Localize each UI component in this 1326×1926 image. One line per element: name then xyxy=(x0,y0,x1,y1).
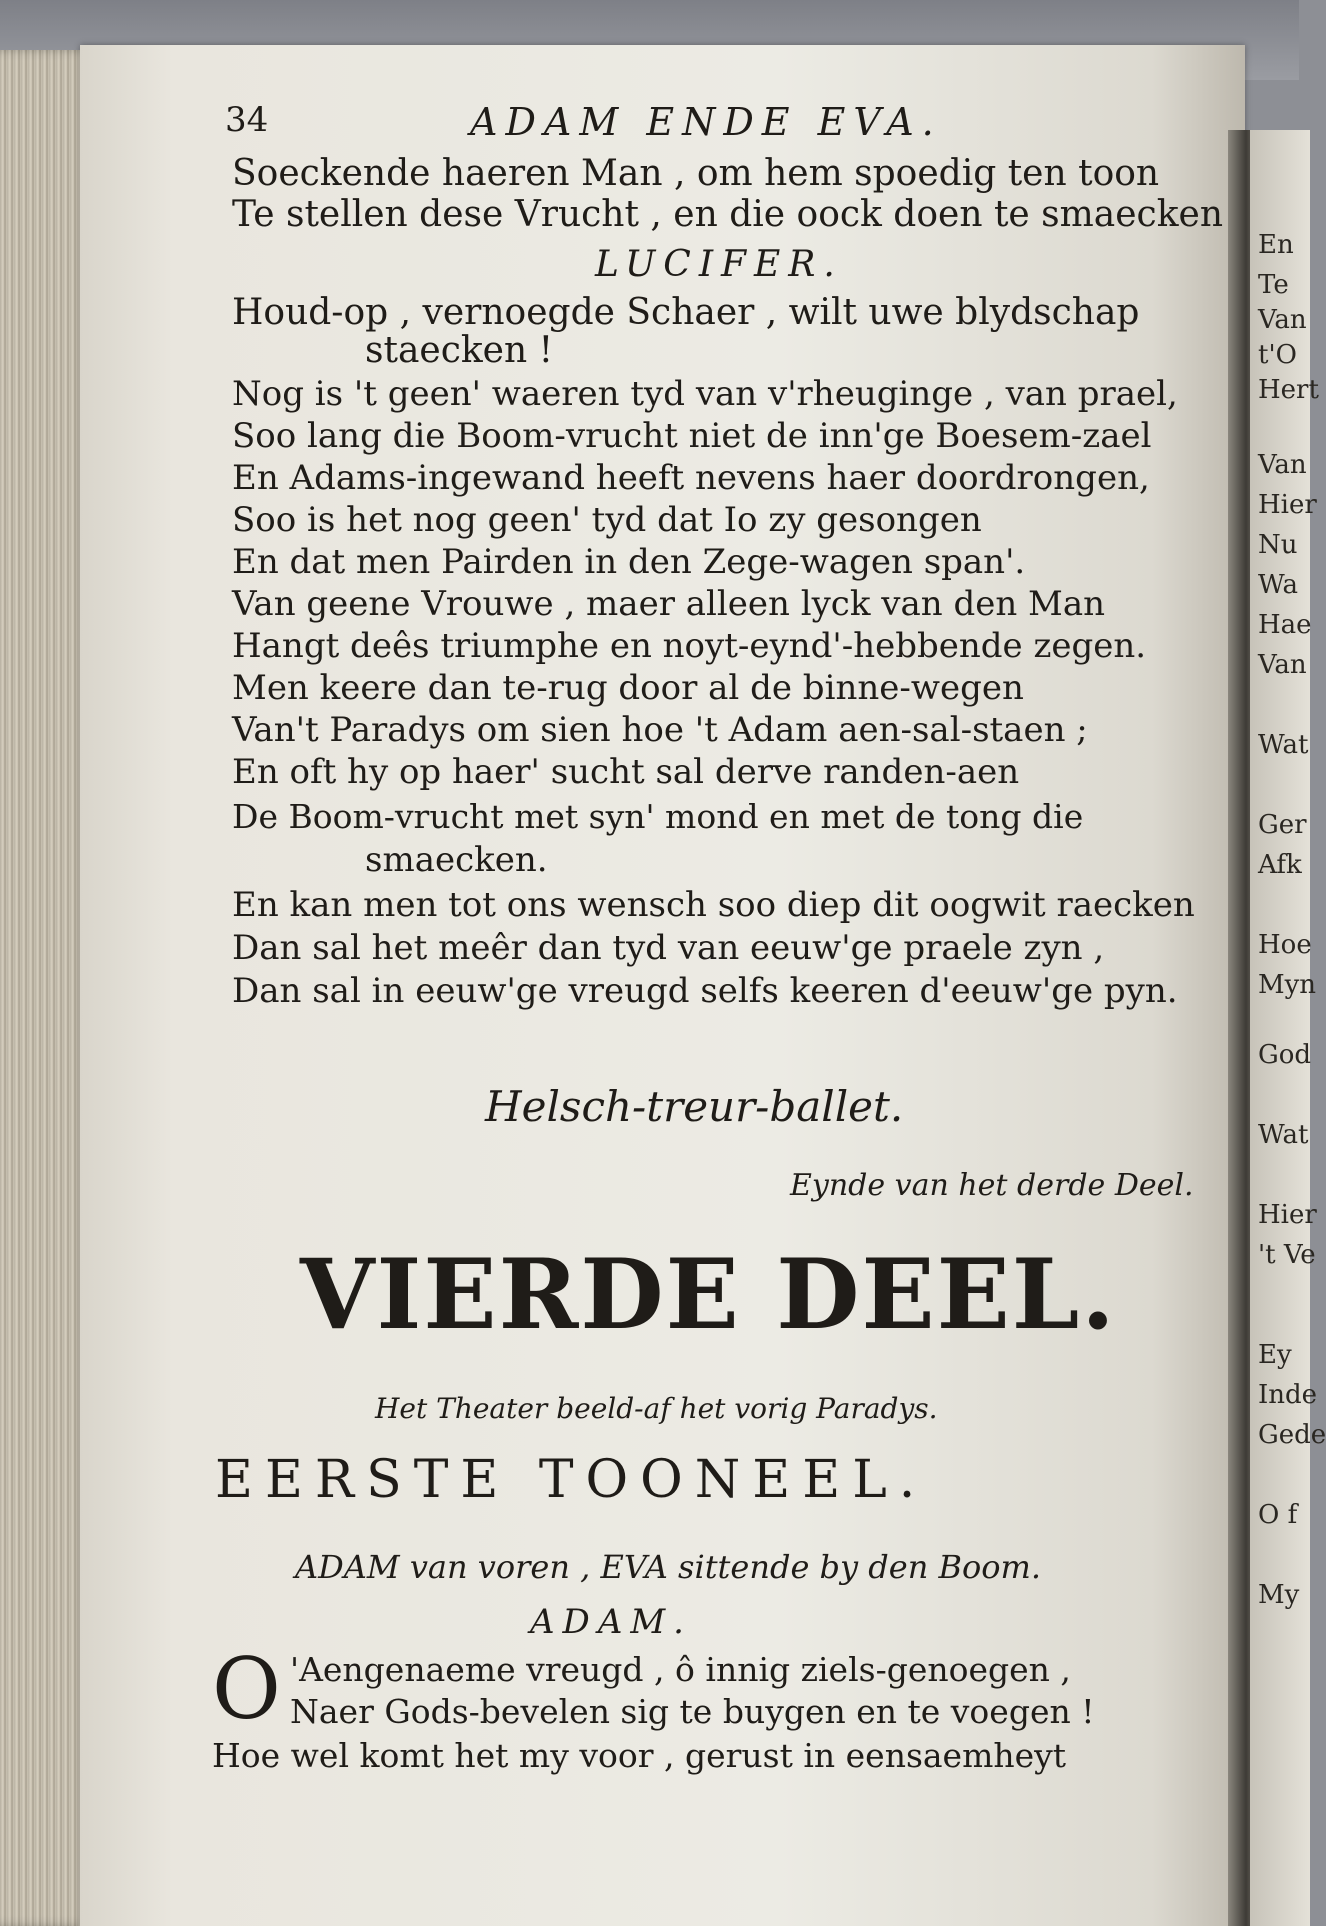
end-note: Eynde van het derde Deel. xyxy=(790,1168,1194,1203)
facing-page-fragment: My xyxy=(1258,1580,1300,1610)
facing-page-fragment: Afk xyxy=(1258,850,1302,880)
facing-page-fragment: En xyxy=(1258,230,1294,260)
facing-page-fragment: Ger xyxy=(1258,810,1307,840)
stage-note: Het Theater beeld-af het vorig Paradys. xyxy=(375,1392,938,1425)
text-line: Houd-op , vernoegde Schaer , wilt uwe blydschap xyxy=(232,292,1140,333)
text-line: Hoe wel komt het my voor , gerust in eensaemheyt xyxy=(212,1736,1067,1775)
text-line: En dat men Pairden in den Zege-wagen span'. xyxy=(232,542,1026,582)
text-line: En oft hy op haer' sucht sal derve randen-aen xyxy=(232,752,1020,792)
facing-page-fragment: 't Ve xyxy=(1258,1240,1316,1270)
text-line: De Boom-vrucht met syn' mond en met de tong die xyxy=(232,797,1084,836)
text-line: Soo is het nog geen' tyd dat Io zy gesongen xyxy=(232,500,982,540)
text-line: Hangt deês triumphe en noyt-eynd'-hebbende zegen. xyxy=(232,626,1147,666)
text-line: Van't Paradys om sien hoe 't Adam aen-sal-staen ; xyxy=(232,710,1088,750)
facing-page-fragment: Wat xyxy=(1258,1120,1309,1150)
text-line: Soeckende haeren Man , om hem spoedig ten toon xyxy=(232,153,1160,194)
facing-page-fragment: O f xyxy=(1258,1500,1298,1530)
ballet-title: Helsch-treur-ballet. xyxy=(485,1082,904,1131)
text-line: Dan sal het meêr dan tyd van eeuw'ge praele zyn , xyxy=(232,928,1105,968)
facing-page-fragment: Hier xyxy=(1258,490,1317,520)
facing-page-fragment: Wat xyxy=(1258,730,1309,760)
drop-cap: O xyxy=(212,1640,281,1738)
facing-page-fragment: Gede xyxy=(1258,1420,1326,1450)
facing-page-fragment: Te xyxy=(1258,270,1289,300)
facing-page-fragment: Hae xyxy=(1258,610,1312,640)
facing-page-fragment: Van xyxy=(1258,305,1307,335)
text-line: En Adams-ingewand heeft nevens haer doordrongen, xyxy=(232,458,1150,498)
text-line: smaecken. xyxy=(365,840,548,880)
text-line: Soo lang die Boom-vrucht niet de inn'ge Boesem-zael xyxy=(232,416,1152,456)
facing-page-fragment: Myn xyxy=(1258,970,1317,1000)
facing-page-fragment: Hier xyxy=(1258,1200,1317,1230)
page-number: 34 xyxy=(225,100,269,140)
facing-page-fragment: Van xyxy=(1258,450,1307,480)
facing-page-fragment: Hoe xyxy=(1258,930,1312,960)
facing-page-fragment: Van xyxy=(1258,650,1307,680)
facing-page-fragment: Hert xyxy=(1258,375,1319,405)
running-title: ADAM ENDE EVA. xyxy=(470,100,942,144)
facing-page-fragment: God xyxy=(1258,1040,1312,1070)
speaker-name: ADAM. xyxy=(530,1602,692,1642)
text-line: Naer Gods-bevelen sig te buygen en te voegen ! xyxy=(290,1692,1095,1731)
facing-page-fragment: Inde xyxy=(1258,1380,1318,1410)
part-title: VIERDE DEEL. xyxy=(300,1238,1117,1351)
facing-page-fragment: Nu xyxy=(1258,530,1298,560)
text-line: Dan sal in eeuw'ge vreugd selfs keeren d'eeuw'ge pyn. xyxy=(232,971,1178,1011)
scene-cast: ADAM van voren , EVA sittende by den Boom. xyxy=(295,1548,1042,1586)
text-line: Nog is 't geen' waeren tyd van v'rheuginge , van prael, xyxy=(232,374,1178,414)
text-line: 'Aengenaeme vreugd , ô innig ziels-genoegen , xyxy=(290,1650,1071,1689)
scene-title: EERSTE TOONEEL. xyxy=(215,1450,928,1510)
facing-page-fragment: Ey xyxy=(1258,1340,1292,1370)
text-line: Men keere dan te-rug door al de binne-wegen xyxy=(232,668,1024,708)
speaker-name: LUCIFER. xyxy=(595,244,843,285)
text-line: staecken ! xyxy=(365,330,554,371)
text-line: En kan men tot ons wensch soo diep dit oogwit raecken xyxy=(232,885,1195,925)
facing-page-fragment: t'O xyxy=(1258,340,1297,370)
text-line: Van geene Vrouwe , maer alleen lyck van den Man xyxy=(232,584,1106,624)
facing-page-fragment: Wa xyxy=(1258,570,1298,600)
text-line: Te stellen dese Vrucht , en die oock doen te smaecken xyxy=(232,194,1224,235)
